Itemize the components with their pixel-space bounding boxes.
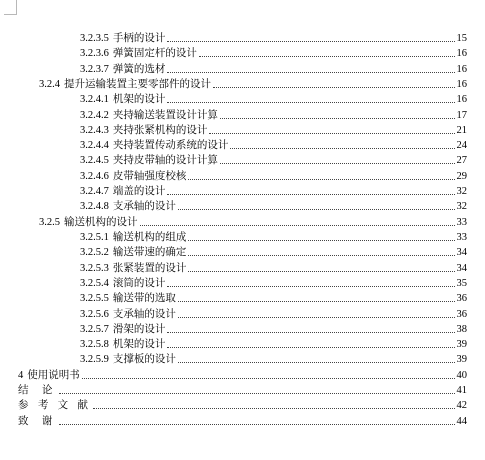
toc-entry-number: 3.2.5.2 — [80, 247, 109, 259]
toc-entry-page: 39 — [456, 354, 467, 366]
toc-entry-page: 34 — [456, 262, 467, 274]
toc-entry-page: 41 — [456, 385, 467, 396]
toc-entry-page: 40 — [456, 369, 467, 381]
toc-entry-page: 17 — [456, 109, 467, 121]
toc-entry[interactable] — [80, 183, 467, 198]
toc-entry-number: 3.2.5.3 — [80, 262, 109, 274]
toc-entry-page: 15 — [456, 33, 467, 44]
dot-leader — [167, 347, 454, 348]
toc-entry-title: 输送带速的确定 — [112, 246, 187, 259]
toc-entry-page: 21 — [456, 124, 467, 136]
toc-entry-number: 3.2.4.6 — [80, 170, 109, 182]
toc-entry[interactable] — [80, 168, 467, 183]
dot-leader — [220, 118, 455, 119]
dot-leader — [167, 194, 454, 195]
dot-leader — [167, 41, 454, 42]
dot-leader — [178, 209, 455, 210]
dot-leader — [178, 301, 455, 302]
dot-leader — [230, 148, 454, 149]
toc-entry-page: 42 — [456, 400, 467, 412]
toc-entry[interactable] — [80, 244, 467, 259]
dot-leader — [59, 424, 454, 425]
toc-entry[interactable] — [80, 198, 467, 213]
toc-entry[interactable] — [39, 76, 467, 91]
toc-entry[interactable] — [80, 275, 467, 290]
toc-entry-number: 3.2.3.6 — [80, 48, 109, 60]
dot-leader — [93, 408, 454, 409]
toc-entry[interactable] — [80, 91, 467, 106]
toc-entry[interactable] — [18, 397, 467, 412]
dot-leader — [178, 317, 455, 318]
toc-entry-page: 27 — [456, 155, 467, 167]
toc-entry[interactable] — [80, 321, 467, 336]
dot-leader — [209, 133, 454, 134]
toc-entry-title: 机架的设计 — [112, 93, 166, 106]
toc-entry-title: 滚筒的设计 — [112, 276, 166, 289]
dot-leader — [140, 225, 455, 226]
toc-entry-title: 手柄的设计 — [112, 32, 166, 44]
dot-leader — [220, 163, 455, 164]
dot-leader — [199, 56, 455, 57]
toc-entry-title: 输送带的选取 — [112, 292, 176, 305]
toc-entry-title: 滑架的设计 — [112, 322, 166, 335]
toc-entry-page: 16 — [456, 48, 467, 60]
toc-entry[interactable] — [80, 61, 467, 76]
toc-entry-number: 3.2.5.4 — [80, 277, 109, 289]
toc-entry-title: 参 考 文 献 — [18, 399, 92, 412]
toc-entry-page: 32 — [456, 201, 467, 213]
toc-entry-page: 44 — [456, 415, 467, 427]
toc-entry[interactable] — [80, 229, 467, 244]
toc-entry-number: 3.2.3.7 — [80, 63, 109, 75]
toc-entry-page: 36 — [456, 308, 467, 320]
toc-entry-number: 3.2.4.3 — [80, 124, 109, 136]
toc-entry-page: 39 — [456, 339, 467, 351]
dot-leader — [188, 271, 454, 272]
dot-leader — [82, 378, 455, 379]
toc-entry-title: 夹持张紧机构的设计 — [112, 123, 208, 136]
dot-leader — [188, 255, 454, 256]
toc-entry-page: 34 — [456, 247, 467, 259]
toc-entry-title: 皮带轴强度校核 — [112, 169, 187, 182]
toc-entry[interactable] — [80, 290, 467, 305]
toc-entry[interactable] — [80, 336, 467, 351]
toc-entry-title: 夹持皮带轴的设计计算 — [112, 154, 218, 167]
dot-leader — [167, 72, 454, 73]
dot-leader — [188, 240, 454, 241]
toc-entry[interactable] — [18, 382, 467, 397]
toc-entry-number: 4 — [18, 369, 24, 381]
toc-entry-number: 3.2.4.7 — [80, 186, 109, 197]
toc-entry-title: 夹持输送装置设计计算 — [112, 108, 218, 121]
toc-entry-page: 33 — [456, 216, 467, 228]
toc-entry-page: 24 — [456, 140, 467, 152]
toc-entry-title: 支承轴的设计 — [112, 200, 176, 213]
dot-leader — [178, 362, 455, 363]
toc-entry-page: 29 — [456, 170, 467, 182]
toc-entry[interactable] — [80, 107, 467, 122]
toc-entry-page: 38 — [456, 323, 467, 335]
toc-entry-title: 提升运输装置主要零部件的设计 — [64, 77, 211, 90]
toc-entry-title: 机架的设计 — [112, 338, 166, 351]
toc-entry-title: 张紧装置的设计 — [112, 261, 187, 274]
toc-entry-page: 16 — [456, 63, 467, 75]
toc-entry-title: 结 论 — [18, 384, 58, 396]
toc-entry-title: 弹簧的选材 — [112, 62, 166, 75]
dot-leader — [188, 179, 454, 180]
toc-entry-number: 3.2.4.1 — [80, 94, 109, 106]
toc-entry-number: 3.2.5.6 — [80, 308, 109, 320]
toc-entry-number: 3.2.4.5 — [80, 155, 109, 167]
toc-entry-number: 3.2.4 — [39, 78, 60, 90]
toc-entry-title: 端盖的设计 — [112, 185, 166, 197]
page-corner-mark — [4, 0, 17, 15]
toc-entry[interactable] — [80, 45, 467, 60]
toc-entry[interactable] — [80, 30, 467, 45]
toc-entry-number: 3.2.5 — [39, 216, 60, 228]
toc-entry-title: 使用说明书 — [27, 368, 80, 381]
toc-entry-number: 3.2.5.5 — [80, 293, 109, 305]
dot-leader — [167, 332, 454, 333]
toc-entry-page: 35 — [456, 277, 467, 289]
toc-entry-number: 3.2.5.9 — [80, 354, 109, 366]
toc-entry-number: 3.2.3.5 — [80, 33, 109, 44]
toc-entry[interactable] — [80, 137, 467, 152]
toc-entry[interactable] — [18, 367, 467, 382]
toc-entry-page: 16 — [456, 94, 467, 106]
toc-entry[interactable] — [39, 214, 467, 229]
toc-entry-title: 支承轴的设计 — [112, 307, 176, 320]
toc-entry-title: 致 谢 — [18, 414, 58, 427]
toc-entry-number: 3.2.4.4 — [80, 140, 109, 152]
toc-entry-number: 3.2.5.1 — [80, 232, 109, 243]
toc-entry[interactable] — [80, 152, 467, 167]
toc-entry-number: 3.2.5.7 — [80, 323, 109, 335]
toc-entry[interactable] — [80, 122, 467, 137]
toc-entry-page: 36 — [456, 293, 467, 305]
toc-entry-number: 3.2.5.8 — [80, 339, 109, 351]
toc-entry-title: 弹簧固定杆的设计 — [112, 47, 197, 60]
toc-entry-title: 输送机构的组成 — [112, 231, 187, 243]
toc-entry[interactable] — [18, 413, 467, 428]
dot-leader — [213, 87, 455, 88]
dot-leader — [167, 102, 454, 103]
dot-leader — [167, 286, 454, 287]
toc-entry[interactable] — [80, 306, 467, 321]
toc-entry[interactable] — [80, 351, 467, 366]
toc-entry-title: 夹持装置传动系统的设计 — [112, 139, 229, 152]
toc-entry-page: 32 — [456, 186, 467, 197]
toc-entry-title: 输送机构的设计 — [64, 215, 138, 228]
toc-entry[interactable] — [80, 260, 467, 275]
toc-entry-number: 3.2.4.2 — [80, 109, 109, 121]
toc-entry-page: 33 — [456, 232, 467, 243]
toc-entry-page: 16 — [456, 78, 467, 90]
toc-entry-number: 3.2.4.8 — [80, 201, 109, 213]
dot-leader — [59, 393, 454, 394]
toc-entry-title: 支撑板的设计 — [112, 353, 176, 366]
